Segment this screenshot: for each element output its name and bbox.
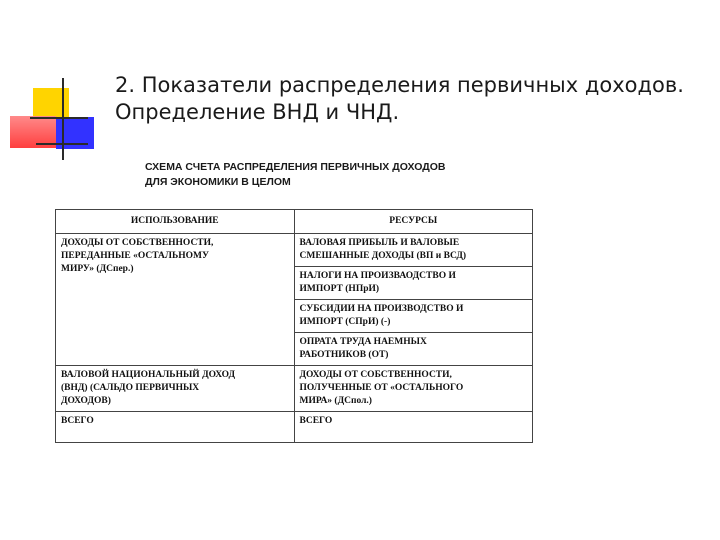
table-header-row: [56, 210, 533, 234]
table-row: [56, 234, 533, 267]
scheme-caption: [145, 160, 445, 190]
table-row: [56, 366, 533, 412]
cell-line: ОПРАТА ТРУДА НАЕМНЫХ: [299, 337, 427, 347]
account-scheme-table: [55, 209, 533, 443]
cell-gross-profit: [294, 234, 533, 267]
cell-line: РАБОТНИКОВ (ОТ): [299, 350, 389, 360]
table-total-row: [56, 412, 533, 443]
cell-line: МИРА» (ДСпол.): [299, 396, 372, 406]
logo-horizontal-line-top: [30, 117, 88, 119]
cell-line: ДОХОДЫ ОТ СОБСТВЕННОСТИ,: [299, 370, 452, 380]
cell-line: ВАЛОВОЙ НАЦИОНАЛЬНЫЙ ДОХОД: [61, 370, 236, 380]
cell-line: ДОХОДОВ): [61, 396, 111, 406]
slide-title: [115, 72, 705, 126]
cell-line: ВАЛОВАЯ ПРИБЫЛЬ И ВАЛОВЫЕ: [299, 238, 460, 248]
cell-property-income-received: [294, 366, 533, 412]
cell-total-resources: ВСЕГО: [294, 412, 533, 443]
title-line-1: 2. Показатели распределения первичных доходов.: [115, 73, 684, 97]
cell-line: ПЕРЕДАННЫЕ «ОСТАЛЬНОМУ: [61, 251, 209, 261]
cell-employee-compensation: [294, 333, 533, 366]
cell-line: НАЛОГИ НА ПРОИЗВАОДСТВО И: [299, 271, 456, 281]
cell-production-taxes: [294, 267, 533, 300]
scheme-caption-line-1: СХЕМА СЧЕТА РАСПРЕДЕЛЕНИЯ ПЕРВИЧНЫХ ДОХОДОВ: [145, 161, 446, 173]
slide-logo: [0, 0, 110, 170]
cell-total-usage: ВСЕГО: [56, 412, 295, 443]
cell-line: СМЕШАННЫЕ ДОХОДЫ (ВП и ВСД): [299, 251, 467, 261]
cell-property-income-paid: [56, 234, 295, 366]
cell-line: ДОХОДЫ ОТ СОБСТВЕННОСТИ,: [61, 238, 214, 248]
title-line-2: Определение ВНД и ЧНД.: [115, 100, 400, 124]
cell-line: ИМПОРТ (НПрИ): [299, 284, 380, 294]
logo-horizontal-line-bottom: [36, 143, 88, 145]
scheme-caption-line-2: ДЛЯ ЭКОНОМИКИ В ЦЕЛОМ: [145, 176, 291, 188]
header-resources: РЕСУРСЫ: [294, 210, 533, 234]
logo-vertical-line: [62, 78, 64, 160]
header-usage: ИСПОЛЬЗОВАНИЕ: [56, 210, 295, 234]
cell-line: (ВНД) (САЛЬДО ПЕРВИЧНЫХ: [61, 383, 200, 393]
cell-production-subsidies: [294, 300, 533, 333]
cell-line: МИРУ» (ДСпер.): [61, 264, 134, 274]
cell-line: СУБСИДИИ НА ПРОИЗВОДСТВО И: [299, 304, 464, 314]
cell-gross-national-income: [56, 366, 295, 412]
cell-line: ПОЛУЧЕННЫЕ ОТ «ОСТАЛЬНОГО: [299, 383, 464, 393]
cell-line: ИМПОРТ (СПрИ) (-): [299, 317, 391, 327]
